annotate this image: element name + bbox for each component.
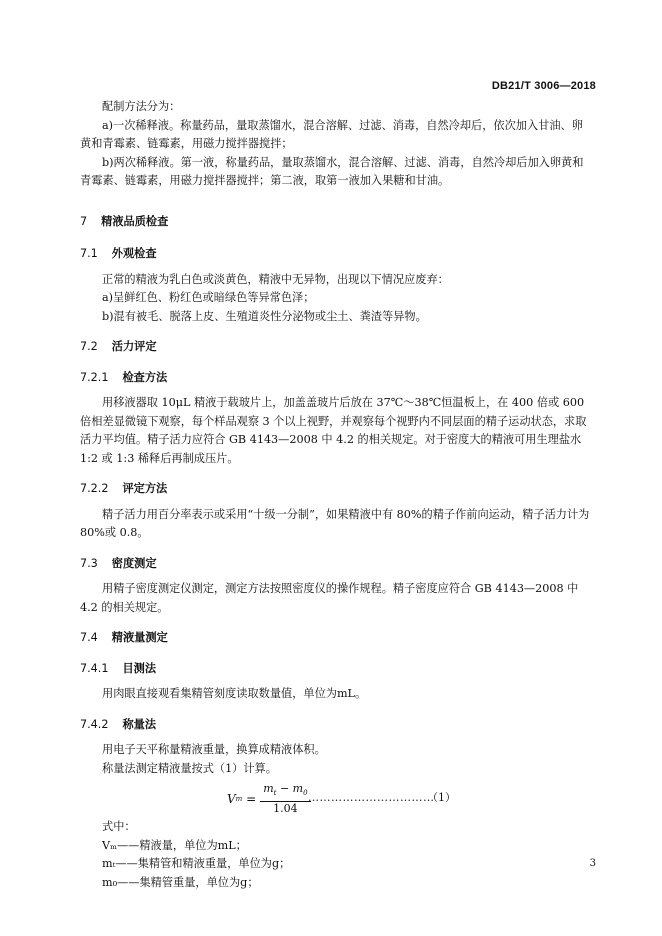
- paragraph: 用电子天平称量精液重量，换算成精液体积。: [102, 743, 326, 756]
- formula-numerator: [260, 782, 310, 802]
- formula-1: [80, 780, 594, 814]
- section-number: 7.2: [80, 340, 98, 353]
- page-number: 3: [589, 858, 596, 869]
- list-item: b)混有被毛、脱落上皮、生殖道炎性分泌物或尘土、粪渣等异物。: [102, 309, 427, 323]
- section-title: 精液品质检查: [101, 214, 169, 228]
- list-item-method-b: b)两次稀释液。第一液，称量药品，量取蒸馏水，混合溶解、过滤、消毒，自然冷却后加入卵黄和青霉素、链霉素，用磁力搅拌器搅拌；第二液，取第一液加入果糖和甘油。: [80, 155, 584, 187]
- section-number: 7.4: [80, 631, 98, 644]
- section-number: 7.3: [80, 556, 98, 570]
- section-heading-7-1: [80, 245, 594, 264]
- formula-lhs: V: [227, 791, 236, 806]
- definition-item: Vₘ——精液量，单位为mL；: [102, 838, 247, 852]
- section-heading-7: [80, 213, 594, 232]
- section-number: 7.4.2: [80, 717, 109, 731]
- document-id: DB21/T 3006—2018: [491, 80, 596, 92]
- section-title: 外观检查: [111, 247, 157, 260]
- paragraph: 正常的精液为乳白色或淡黄色，精液中无异物，出现以下情况应废弃：: [102, 272, 449, 286]
- leader-dots: ……………………………: [308, 791, 435, 804]
- paragraph: 用精子密度测定仪测定，测定方法按照密度仪的操作规程。精子密度应符合 GB 4143—2008 中 4.2 的相关规定。: [80, 582, 579, 614]
- section-title: 精液量测定: [111, 631, 168, 644]
- section-title: 密度测定: [111, 556, 157, 570]
- numerator-term-b-sub: 0: [303, 789, 308, 798]
- where-label: 式中：: [102, 820, 136, 833]
- paragraph: 称量法测定精液量按式（1）计算。: [102, 761, 277, 775]
- list-item-method-a: a)一次稀释液。称量药品，量取蒸馏水，混合溶解、过滤、消毒，自然冷却后，依次加入甘油、卵黄和青霉素、链霉素，用磁力搅拌器搅拌；: [80, 118, 583, 150]
- formula-expression: [227, 782, 311, 816]
- section-heading-7-2: [80, 338, 594, 357]
- equals-sign: =: [242, 791, 257, 806]
- document-body: [80, 98, 594, 892]
- section-number: 7.2.2: [80, 482, 109, 495]
- section-heading-7-2-1: [80, 369, 594, 388]
- definition-item: m₀——集精管重量，单位为g；: [102, 875, 259, 889]
- section-number: 7.2.1: [80, 370, 109, 384]
- numerator-term-a-sub: t: [273, 789, 277, 798]
- list-item: a)呈鲜红色、粉红色或暗绿色等异常色泽；: [102, 291, 315, 304]
- section-number: 7: [80, 214, 88, 228]
- paragraph: 精子活力用百分率表示或采用“十级一分制”，如果精液中有 80%的精子作前向运动，精子活力计为 80%或 0.8。: [80, 507, 590, 539]
- section-number: 7.1: [80, 247, 98, 260]
- equation-number: （1）: [427, 791, 456, 804]
- section-heading-7-4-2: [80, 716, 594, 735]
- numerator-term-b: m: [292, 782, 304, 795]
- formula-fraction: [260, 782, 310, 816]
- formula-lhs-sub: m: [235, 794, 243, 803]
- paragraph-intro: 配制方法分为：: [102, 100, 181, 113]
- numerator-term-a: m: [263, 782, 274, 795]
- section-heading-7-4-1: [80, 660, 594, 679]
- section-number: 7.4.1: [80, 661, 109, 675]
- minus-sign: −: [276, 782, 293, 795]
- section-heading-7-2-2: [80, 480, 594, 499]
- section-title: 称量法: [122, 717, 157, 731]
- section-title: 评定方法: [122, 482, 168, 495]
- section-heading-7-4: [80, 629, 594, 648]
- definition-item: mₜ——集精管和精液重量，单位为g；: [102, 857, 291, 870]
- paragraph: 用肉眼直接观看集精管刻度读取数量值，单位为mL。: [102, 687, 367, 700]
- section-title: 检查方法: [122, 370, 168, 384]
- section-title: 目测法: [122, 661, 157, 675]
- section-title: 活力评定: [111, 340, 157, 353]
- paragraph: 用移液器取 10μL 精液于载玻片上，加盖盖玻片后放在 37℃～38℃恒温板上，在 400 倍或 600 倍相差显微镜下观察，每个样品观察 3 个以上视野，并观察每个视野内不同层面的精子运动状态，求取活力平均值。精子活力应符合 GB 4143—2008 中 4.2 的相关规定。对于密度大的精液可用生理盐水 1:2 或 1:3 稀释后再制成压片。: [80, 396, 587, 465]
- formula-denominator: 1.04: [273, 802, 298, 816]
- section-heading-7-3: [80, 555, 594, 574]
